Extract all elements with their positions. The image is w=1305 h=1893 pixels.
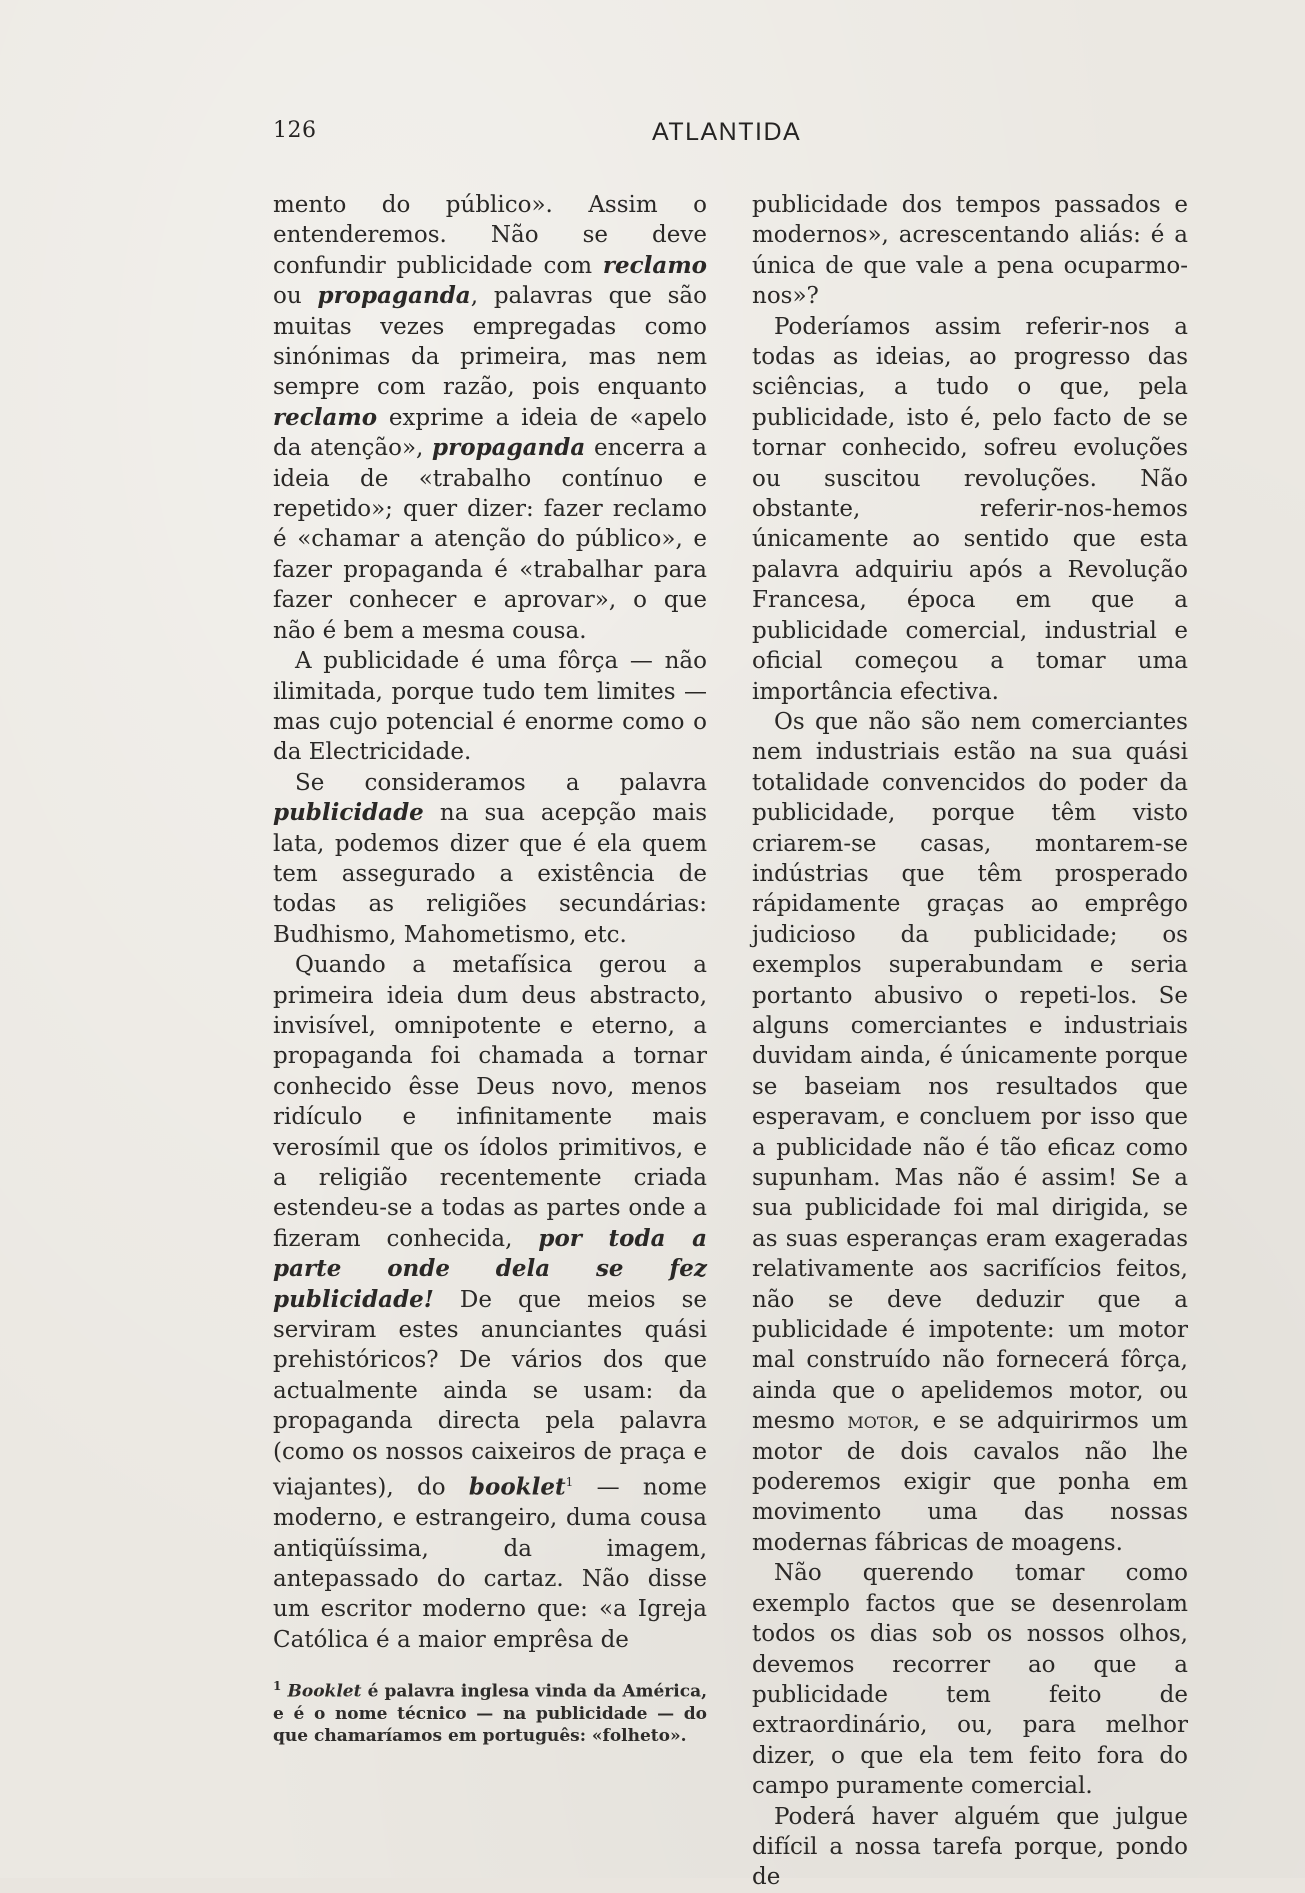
paragraph: Não querendo tomar como exemplo factos que se desenrolam todos os dias sob os nossos olhos, devemos recorrer ao que a publicidade tem feito de extraordinário, ou, para melhor dizer, o que ela tem feito fora do campo puramente comercial. [752, 1560, 1188, 1800]
footnote-marker[interactable]: 1 [565, 1475, 574, 1490]
paragraph: Se consideramos a palavra publicidade na sua acepção mais lata, podemos dizer que é ela quem tem assegurado a existência de todas as religiões secundárias: Budhismo, Mahometismo, etc. [273, 769, 707, 948]
paragraph: Poderá haver alguém que julgue difícil a nossa tarefa porque, pondo de [752, 1803, 1188, 1891]
paragraph: Quando a metafísica gerou a primeira ideia dum deus abstracto, invisível, omnipotente e eterno, a propaganda foi chamada a tornar conhecido êsse Deus novo, menos ridículo e infinitamente mais verosímil que os ídolos primitivos, e a religião recentemente criada estendeu-se a todas as partes onde a fizeram conhecida, por toda a parte onde dela se fez publicidade! De que meios se serviram estes anunciantes quási prehistóricos? De vários dos que actualmente ainda se usam: da propaganda directa pela palavra (como os nossos caixeiros de praça e viajantes), do booklet$^1$ — nome moderno, e estrangeiro, duma cousa antiqüíssima, da imagem, antepassado do cartaz. Não disse um escritor moderno que: «a Igreja Católica é a maior emprêsa de [273, 952, 707, 1653]
page-number: 126 [273, 118, 317, 143]
paragraph: A publicidade é uma fôrça — não ilimitada, porque tudo tem limites — mas cujo potencial é enorme como o da Electricidade. [273, 648, 707, 766]
page-header [0, 118, 1305, 158]
footnote: $^1$ Booklet é palavra inglesa vinda da América, e é o nome técnico — na publicidade — do que chamaríamos em português: «folheto». [273, 1679, 708, 1746]
left-column [273, 190, 707, 1747]
paragraph: publicidade dos tempos passados e modernos», acrescentando aliás: é a única de que vale a pena ocuparmo-nos»? [752, 192, 1188, 310]
right-column [752, 190, 1188, 1893]
paragraph: Poderíamos assim referir-nos a todas as ideias, ao progresso das sciências, a tudo o que, pela publicidade, isto é, pelo facto de se tornar conhecido, sofreu evoluções ou suscitou revoluções. Não obstante, referir-nos-hemos únicamente ao sentido que esta palavra adquiriu após a Revolução Francesa, época em que a publicidade comercial, industrial e oficial começou a tomar uma importância efectiva. [752, 313, 1188, 705]
footnote-divider [273, 1659, 707, 1669]
running-title: ATLANTIDA [652, 118, 802, 146]
paragraph: mento do público». Assim o entenderemos. Não se deve confundir publicidade com reclamo ou propaganda, palavras que são muitas vezes empregadas como sinónimas da primeira, mas nem sempre com razão, pois enquanto reclamo exprime a ideia de «apelo da atenção», propaganda encerra a ideia de «trabalho contínuo e repetido»; quer dizer: fazer reclamo é «chamar a atenção do público», e fazer propaganda é «trabalhar para fazer conhecer e aprovar», o que não é bem a mesma cousa. [273, 192, 707, 644]
paragraph: Os que não são nem comerciantes nem industriais estão na sua quási totalidade convencidos do poder da publicidade, porque têm visto criarem-se casas, montarem-se indústrias que têm prosperado rápidamente graças ao emprêgo judicioso da publicidade; os exemplos superabundam e seria portanto abusivo o repeti-los. Se alguns comerciantes e industriais duvidam ainda, é únicamente porque se baseiam nos resultados que esperavam, e concluem por isso que a publicidade não é tão eficaz como supunham. Mas não é assim! Se a sua publicidade foi mal dirigida, se as suas esperanças eram exageradas relativamente aos sacrifícios feitos, não se deve deduzir que a publicidade é impotente: um motor mal construído não fornecerá fôrça, ainda que o apelidemos motor, ou mesmo motor, e se adquirirmos um motor de dois cavalos não lhe poderemos exigir que ponha em movimento uma das nossas modernas fábricas de moagens. [752, 708, 1188, 1556]
